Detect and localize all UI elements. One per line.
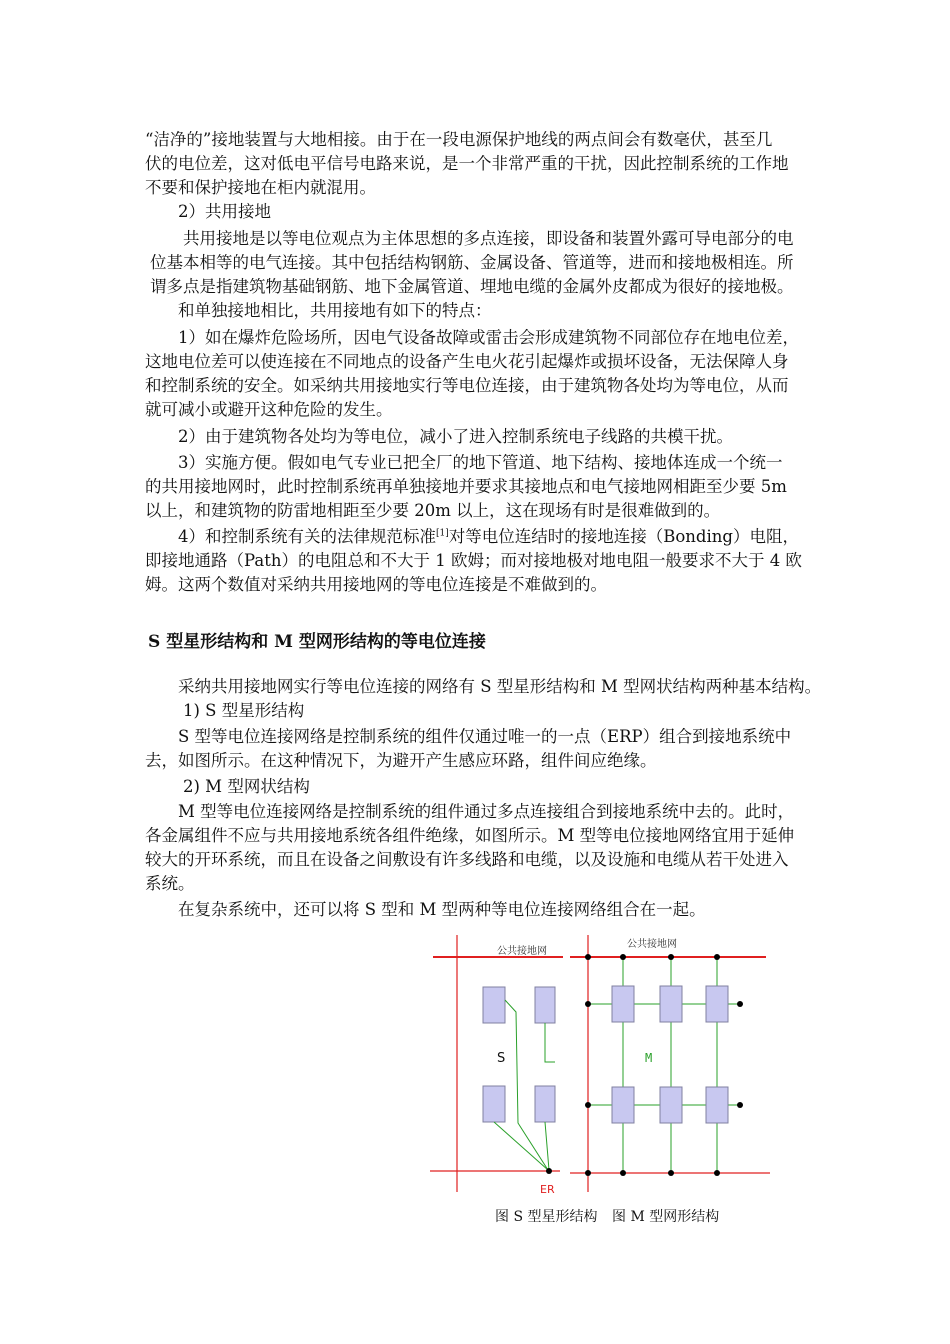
text-line: 和控制系统的安全。如采纳共用接地实行等电位连接，由于建筑物各处均为等电位，从而 (145, 376, 789, 395)
s-center-label: S (497, 1051, 506, 1066)
text-line: 谓多点是指建筑物基础钢筋、地下金属管道、埋地电缆的金属外皮都成为很好的接地极。 (150, 277, 794, 296)
text-line: 2）由于建筑物各处均为等电位，减小了进入控制系统电子线路的共模干扰。 (178, 427, 733, 446)
text-line: 较大的开环系统，而且在设备之间敷设有许多线路和电缆，以及设施和电缆从若干处进入 (145, 850, 789, 869)
reference-marker[interactable]: [1] (436, 528, 449, 539)
s-wire (494, 1122, 548, 1170)
figure-caption-s: 图 S 型星形结构 (495, 1209, 598, 1225)
text-line: S 型等电位连接网络是控制系统的组件仅通过唯一的一点（ERP）组合到接地系统中 (178, 727, 792, 746)
m-component (660, 1087, 682, 1123)
s-wire (505, 1000, 548, 1170)
m-component (706, 1087, 728, 1123)
section-heading: S 型星形结构和 M 型网形结构的等电位连接 (148, 632, 486, 652)
erp-node (546, 1168, 552, 1174)
m-node (714, 1170, 720, 1176)
figure-caption-m: 图 M 型网形结构 (612, 1209, 720, 1225)
m-type-diagram (570, 935, 770, 1192)
text-line: 不要和保护接地在柜内就混用。 (145, 178, 376, 197)
text-line: 共用接地是以等电位观点为主体思想的多点连接，即设备和装置外露可导电部分的电 (183, 229, 794, 248)
s-component (483, 987, 505, 1023)
m-node (585, 1170, 591, 1176)
text-line: M 型等电位连接网络是控制系统的组件通过多点连接组合到接地系统中去的。此时， (178, 802, 795, 821)
text-line: “洁净的”接地装置与大地相接。由于在一段电源保护地线的两点间会有数毫伏，甚至几 (145, 130, 773, 149)
text-span: 对等电位连结时的接地连接（Bonding）电阻， (448, 527, 799, 546)
s-wire (545, 1122, 549, 1170)
text-line: 1）如在爆炸危险场所，因电气设备故障或雷击会形成建筑物不同部位存在地电位差， (178, 328, 799, 347)
s-wire (545, 1023, 555, 1062)
text-line: 去，如图所示。在这种情况下，为避开产生感应环路，组件间应绝缘。 (145, 751, 657, 770)
text-line: 3）实施方便。假如电气专业已把全厂的地下管道、地下结构、接地体连成一个统一 (178, 453, 783, 472)
m-component (660, 986, 682, 1022)
s-type-diagram (430, 935, 563, 1196)
m-node (737, 1001, 743, 1007)
m-node (585, 954, 591, 960)
s-component (535, 987, 555, 1023)
text-line (178, 527, 799, 547)
m-ground-label: 公共接地网 (627, 939, 677, 950)
text-line: 这地电位差可以使连接在不同地点的设备产生电火花引起爆炸或损坏设备，无法保障人身 (145, 352, 789, 371)
m-node (737, 1102, 743, 1108)
text-line: 和单独接地相比，共用接地有如下的特点： (178, 301, 492, 320)
m-component (612, 1087, 634, 1123)
text-line: 采纳共用接地网实行等电位连接的网络有 S 型星形结构和 M 型网状结构两种基本结构。 (178, 677, 822, 696)
text-line: 以上，和建筑物的防雷地相距至少要 20m 以上，这在现场有时是很难做到的。 (145, 501, 721, 520)
m-node (714, 954, 720, 960)
subheading: 1) S 型星形结构 (183, 701, 305, 720)
text-line: 伏的电位差，这对低电平信号电路来说，是一个非常严重的干扰，因此控制系统的工作地 (145, 154, 789, 173)
m-node (585, 1102, 591, 1108)
m-node (585, 1001, 591, 1007)
text-line: 各金属组件不应与共用接地系统各组件绝缘，如图所示。M 型等电位接地网络宜用于延伸 (145, 826, 795, 845)
text-line: 姆。这两个数值对采纳共用接地网的等电位连接是不难做到的。 (145, 575, 607, 594)
text-line: 位基本相等的电气连接。其中包括结构钢筋、金属设备、管道等，进而和接地极相连。所 (150, 253, 794, 272)
erp-label: ER (540, 1183, 555, 1196)
text-line: 的共用接地网时，此时控制系统再单独接地并要求其接地点和电气接地网相距至少要 5m (145, 477, 787, 496)
m-node (620, 954, 626, 960)
text-line: 即接地通路（Path）的电阻总和不大于 1 欧姆；而对接地极对地电阻一般要求不大于 4 欧 (145, 551, 802, 570)
subheading: 2）共用接地 (178, 202, 271, 221)
m-center-label: M (645, 1051, 653, 1065)
s-component (483, 1086, 505, 1122)
s-component (535, 1086, 555, 1122)
text-span: 4）和控制系统有关的法律规范标准 (178, 527, 436, 546)
m-component (706, 986, 728, 1022)
m-node (668, 1170, 674, 1176)
m-component (612, 986, 634, 1022)
s-ground-label: 公共接地网 (497, 946, 547, 957)
m-node (668, 954, 674, 960)
subheading: 2) M 型网状结构 (183, 777, 310, 796)
text-line: 就可减小或避开这种危险的发生。 (145, 400, 393, 419)
equipotential-diagram (420, 930, 780, 1200)
text-line: 系统。 (145, 874, 195, 893)
text-line: 在复杂系统中，还可以将 S 型和 M 型两种等电位连接网络组合在一起。 (178, 900, 706, 919)
m-node (620, 1170, 626, 1176)
